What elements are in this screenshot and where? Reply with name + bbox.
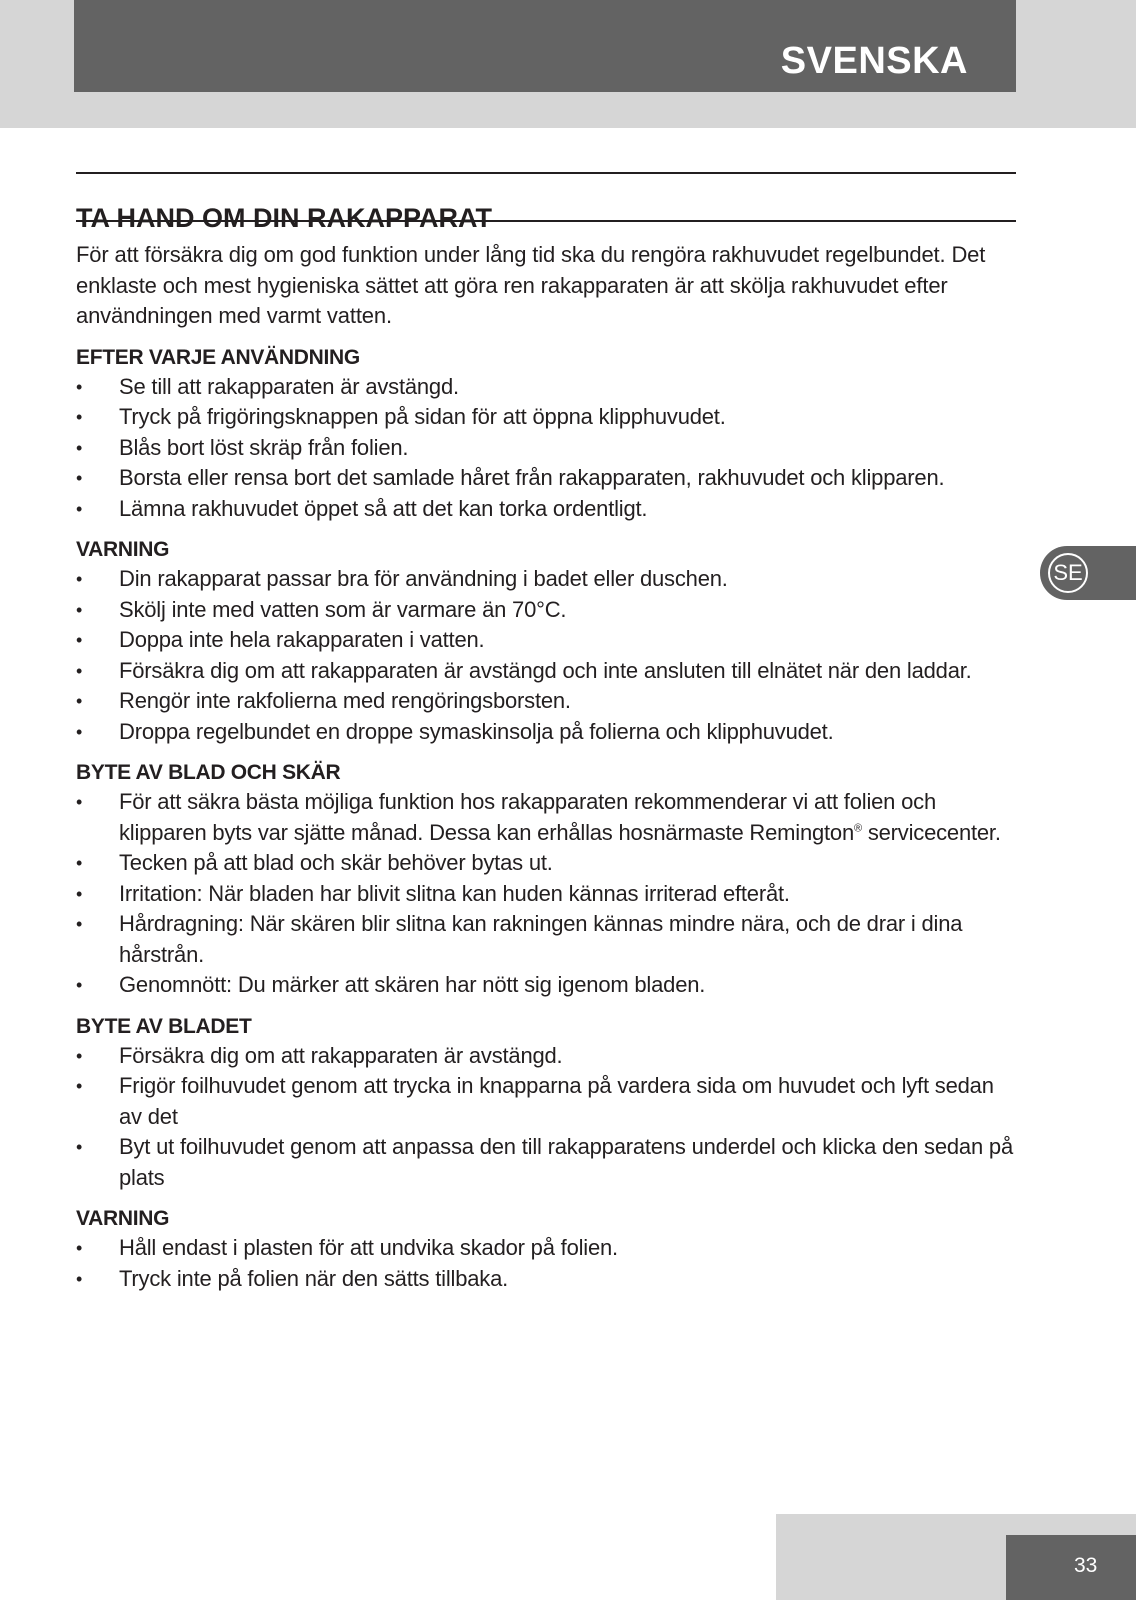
list-item: • Tryck på frigöringsknappen på sidan för att öppna klipphuvudet.	[76, 402, 1022, 433]
list-item: • Borsta eller rensa bort det samlade håret från rakapparaten, rakhuvudet och klipparen.	[76, 463, 1022, 494]
page-title: TA HAND OM DIN RAKAPPARAT	[76, 203, 492, 234]
list-item-text: För att säkra bästa möjliga funktion hos rakapparaten rekommenderar vi att folien och klipparen byts var sjätte månad. Dessa kan erhållas hosnärmaste Remington	[119, 789, 936, 845]
list-item: • Din rakapparat passar bra för användning i badet eller duschen.	[76, 564, 1022, 595]
list-item: • Blås bort löst skräp från folien.	[76, 433, 1022, 464]
list-item: • Lämna rakhuvudet öppet så att det kan torka ordentligt.	[76, 494, 1022, 525]
list-item: • Frigör foilhuvudet genom att trycka in knapparna på vardera sida om huvudet och lyft sedan av det	[76, 1071, 1022, 1132]
language-bar	[74, 0, 1016, 92]
bullet-list-after-use	[76, 372, 1022, 525]
section-heading-after-use: EFTER VARJE ANVÄNDNING	[76, 345, 360, 369]
list-item	[76, 787, 1022, 848]
page-number: 33	[1074, 1554, 1098, 1577]
list-item: • Rengör inte rakfolierna med rengöringsborsten.	[76, 686, 1022, 717]
list-item: • Försäkra dig om att rakapparaten är avstängd.	[76, 1041, 1022, 1072]
registered-mark: ®	[854, 822, 862, 835]
list-item: • Droppa regelbundet en droppe symaskinsolja på folierna och klipphuvudet.	[76, 717, 1022, 748]
bullet-list-warning-2	[76, 1233, 1022, 1294]
section-heading-warning: VARNING	[76, 538, 170, 562]
list-item: • Genomnött: Du märker att skären har nött sig igenom bladen.	[76, 970, 1022, 1001]
list-item: • Se till att rakapparaten är avstängd.	[76, 372, 1022, 403]
section-heading-blade-replacement: BYTE AV BLAD OCH SKÄR	[76, 761, 341, 785]
language-side-tab	[1040, 546, 1136, 600]
list-item-text-tail: servicecenter.	[861, 819, 1001, 845]
list-item: • Tryck inte på folien när den sätts tillbaka.	[76, 1264, 1022, 1295]
bullet-list-blade-replacement	[76, 787, 1022, 1001]
list-item: • Försäkra dig om att rakapparaten är avstängd och inte ansluten till elnätet när den laddar.	[76, 656, 1022, 687]
list-item: • Byt ut foilhuvudet genom att anpassa den till rakapparatens underdel och klicka den sedan på plats	[76, 1132, 1022, 1193]
language-title: SVENSKA	[780, 40, 968, 82]
section-heading-warning-2: VARNING	[76, 1207, 170, 1231]
list-item: • Skölj inte med vatten som är varmare än 70°C.	[76, 595, 1022, 626]
list-item: • Irritation: När bladen har blivit slitna kan huden kännas irriterad efteråt.	[76, 879, 1022, 910]
list-item: • Håll endast i plasten för att undvika skador på folien.	[76, 1233, 1022, 1264]
bullet-list-foil-replacement	[76, 1041, 1022, 1194]
list-item: • Hårdragning: När skären blir slitna kan rakningen kännas mindre nära, och de drar i dina hårstrån.	[76, 909, 1022, 970]
title-rule-box	[76, 172, 1016, 234]
section-heading-foil-replacement: BYTE AV BLADET	[76, 1014, 252, 1038]
document-body	[76, 240, 1022, 1294]
list-item: • Tecken på att blad och skär behöver bytas ut.	[76, 848, 1022, 879]
bullet-list-warning	[76, 564, 1022, 747]
list-item: • Doppa inte hela rakapparaten i vatten.	[76, 625, 1022, 656]
intro-paragraph: För att försäkra dig om god funktion under lång tid ska du rengöra rakhuvudet regelbundet. Det enklaste och mest hygieniska sättet att göra ren rakapparaten är att skölja rakhuvudet efter användningen med varmt vatten.	[76, 242, 986, 329]
page-number-box	[1006, 1535, 1136, 1600]
language-code-badge: SE	[1048, 553, 1088, 593]
